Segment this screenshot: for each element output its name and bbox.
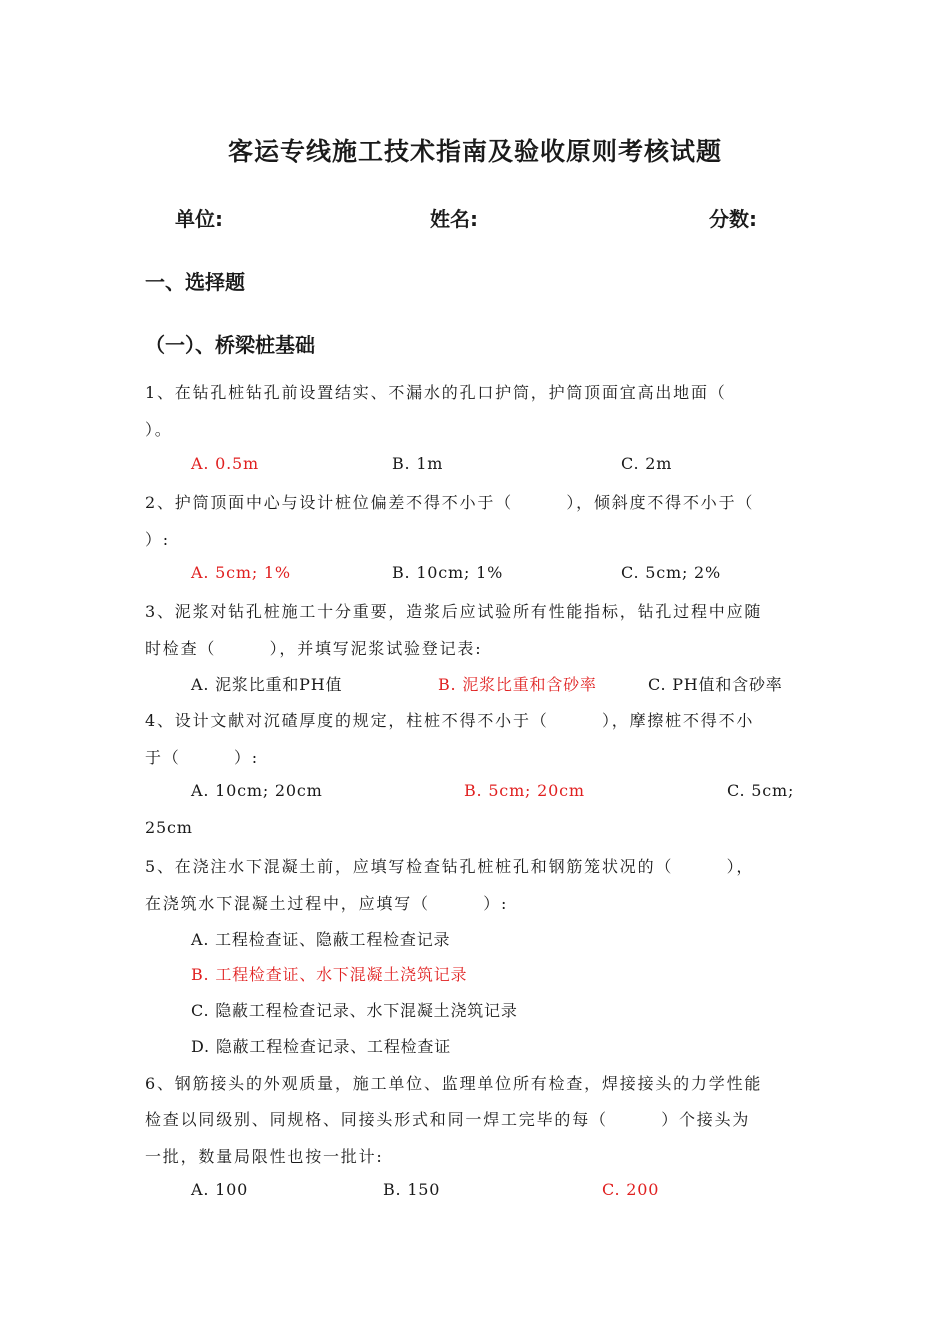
option-c: C. 5cm; (727, 781, 795, 800)
question-text-line: 1、在钻孔桩钻孔前设置结实、不漏水的孔口护筒，护筒顶面宜高出地面（ (145, 383, 727, 402)
question-text-line: 一批，数量局限性也按一批计: (145, 1147, 384, 1166)
question-text-line: 5、在浇注水下混凝土前，应填写检查钻孔桩桩孔和钢筋笼状况的（ ）， (145, 857, 755, 876)
section-heading: 一、选择题 (145, 270, 245, 294)
page-title: 客运专线施工技术指南及验收原则考核试题 (227, 137, 722, 166)
name-label: 姓名: (430, 207, 478, 231)
option-b: B. 泥浆比重和含砂率 (438, 675, 597, 694)
option-b: B. 工程检查证、水下混凝土浇筑记录 (191, 965, 468, 984)
section-subheading: （一）、桥梁桩基础 (145, 333, 315, 357)
option-c-continuation: 25cm (145, 818, 193, 837)
option-b: B. 1m (392, 454, 444, 473)
option-c: C. 隐蔽工程检查记录、水下混凝土浇筑记录 (191, 1001, 518, 1020)
option-b: B. 5cm; 20cm (464, 781, 585, 800)
option-b: B. 150 (383, 1180, 441, 1199)
question-text-line: 3、泥浆对钻孔桩施工十分重要，造浆后应试验所有性能指标，钻孔过程中应随 (145, 602, 763, 621)
option-c: C. 2m (621, 454, 673, 473)
option-b: B. 10cm; 1% (392, 563, 504, 582)
question-text-line: 在浇筑水下混凝土过程中，应填写（ ）: (145, 894, 509, 913)
question-text-line: 于（ ）: (145, 748, 259, 767)
option-c: C. PH值和含砂率 (648, 675, 783, 694)
option-a: A. 10cm; 20cm (191, 781, 323, 800)
score-label: 分数: (709, 207, 757, 231)
option-d: D. 隐蔽工程检查记录、工程检查证 (191, 1037, 452, 1056)
option-a: A. 100 (191, 1180, 249, 1199)
option-a: A. 工程检查证、隐蔽工程检查记录 (191, 930, 451, 949)
option-a: A. 0.5m (191, 454, 259, 473)
unit-label: 单位: (175, 207, 223, 231)
question-text-line: 2、护筒顶面中心与设计桩位偏差不得不小于（ ），倾斜度不得不小于（ (145, 493, 755, 512)
option-a: A. 5cm; 1% (191, 563, 291, 582)
option-a: A. 泥浆比重和PH值 (191, 675, 343, 694)
question-text-line: ）: (145, 530, 170, 549)
question-text-line: ）。 (145, 420, 173, 439)
option-c: C. 5cm; 2% (621, 563, 722, 582)
question-text-line: 时检查（ ），并填写泥浆试验登记表: (145, 639, 483, 658)
question-text-line: 4、设计文献对沉碴厚度的规定，柱桩不得不小于（ ），摩擦桩不得不小 (145, 711, 755, 730)
question-text-line: 检查以同级别、同规格、同接头形式和同一焊工完毕的每（ ）个接头为 (145, 1110, 751, 1129)
question-text-line: 6、钢筋接头的外观质量，施工单位、监理单位所有检查，焊接接头的力学性能 (145, 1074, 763, 1093)
option-c: C. 200 (602, 1180, 660, 1199)
